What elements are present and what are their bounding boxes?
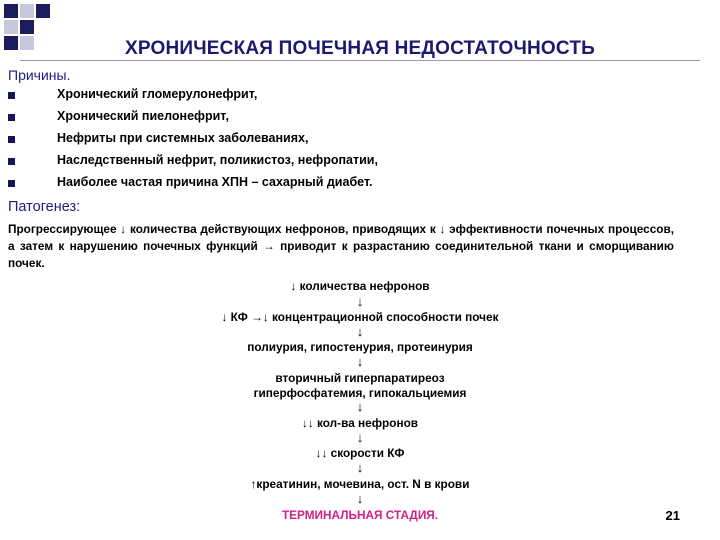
down-arrow-icon: ↓	[356, 294, 364, 309]
title-divider	[20, 60, 700, 61]
flow-step-nephron-decrease: ↓↓ кол-ва нефронов	[301, 416, 419, 430]
bullet-icon	[8, 158, 15, 165]
bullet-icon	[8, 92, 15, 99]
down-arrow-icon: ↓	[356, 324, 364, 339]
causes-heading: Причины.	[8, 67, 71, 83]
bullet-icon	[8, 180, 15, 187]
terminal-stage: ТЕРМИНАЛЬНАЯ СТАДИЯ.	[281, 508, 439, 522]
decor-square	[4, 20, 18, 34]
down-arrow-icon: ↓	[356, 491, 364, 506]
pathogenesis-text: Прогрессирующее ↓ количества действующих нефронов, приводящих к ↓ эффективности почечных процессов, а затем к нарушению почечных функций → приводит к разрастанию соединительной ткани и сморщиванию почек.	[8, 222, 674, 270]
decor-square	[4, 4, 18, 18]
page-number: 21	[665, 508, 680, 523]
down-arrow-icon: ↓	[356, 354, 364, 369]
bullet-icon	[8, 136, 15, 143]
decor-square	[20, 4, 34, 18]
flow-step-gfr-decrease: ↓↓ скорости КФ	[315, 446, 405, 460]
down-arrow-icon: ↓	[356, 460, 364, 475]
pathogenesis-heading: Патогенез:	[8, 199, 81, 215]
down-arrow-icon: ↓	[356, 430, 364, 445]
bullet-icon	[8, 114, 15, 121]
flow-step-polyuria: полиурия, гипостенурия, протеинурия	[247, 340, 473, 354]
page-title: ХРОНИЧЕСКАЯ ПОЧЕЧНАЯ НЕДОСТАТОЧНОСТЬ	[124, 38, 596, 59]
flow-step-hyperparathyroidism: вторичный гиперпаратиреоз	[275, 371, 445, 385]
down-arrow-icon: ↓	[356, 399, 364, 414]
flow-step-hyperphosphatemia: гиперфосфатемия, гипокальциемия	[253, 386, 467, 400]
flow-step-nephron-count: ↓ количества нефронов	[290, 279, 430, 293]
flow-step-gfr: ↓ КФ →↓ концентрационной способности почек	[221, 310, 499, 324]
decor-square	[36, 4, 50, 18]
decor-square	[20, 20, 34, 34]
flow-step-creatinine: ↑креатинин, мочевина, ост. N в крови	[250, 477, 470, 491]
